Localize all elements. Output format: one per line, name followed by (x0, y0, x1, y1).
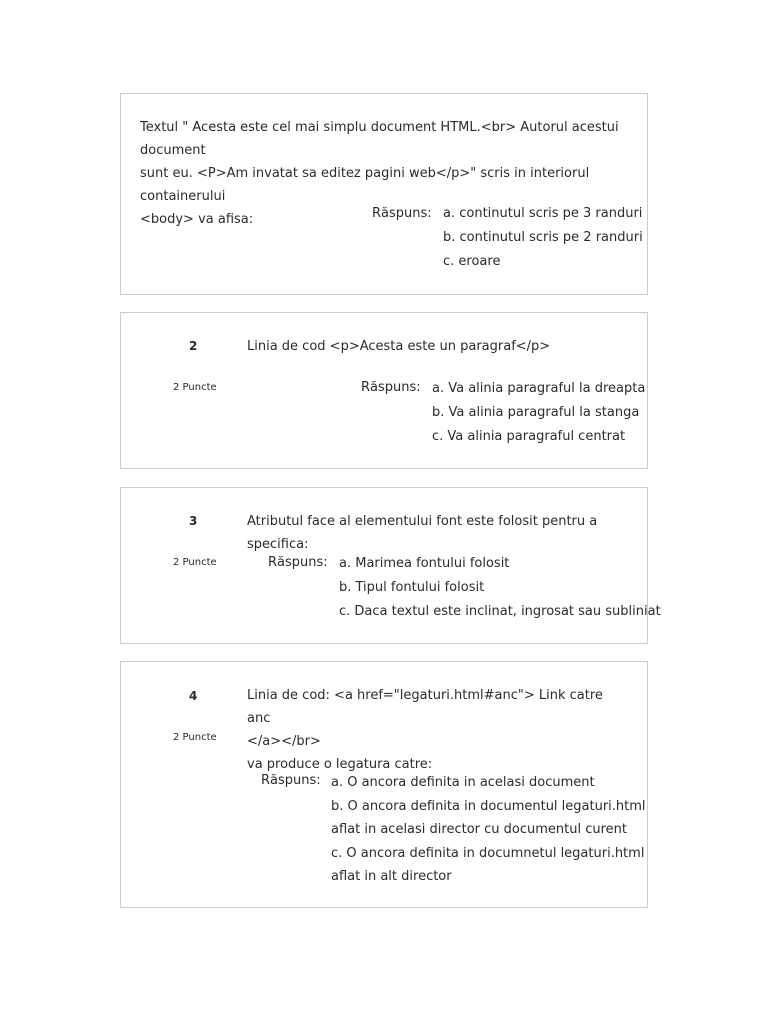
question-number: 4 (189, 689, 198, 703)
answer-option-b[interactable]: b. continutul scris pe 2 randuri (443, 230, 643, 245)
question-card-3 (120, 487, 661, 644)
question-text-line: sunt eu. <P>Am invatat sa editez pagini web</p>" scris in interiorul containerului (140, 166, 590, 204)
question-text-line: Atributul face al elementului font este folosit pentru a specifica: (247, 514, 598, 552)
question-card-2 (120, 312, 648, 469)
question-text-line: </a></br> (247, 734, 321, 749)
answer-option-c[interactable]: c. eroare (443, 254, 501, 269)
answer-options (331, 771, 646, 889)
question-text-line: <body> va afisa: (140, 212, 254, 227)
answer-option-b[interactable]: b. Tipul fontului folosit (339, 580, 485, 595)
answer-options (443, 202, 643, 274)
question-points: 2 Puncte (173, 557, 217, 568)
answer-label: Răspuns: (268, 555, 328, 570)
question-number: 3 (189, 514, 198, 528)
answer-label: Răspuns: (372, 206, 432, 221)
answer-option-c[interactable]: c. Va alinia paragraful centrat (432, 429, 626, 444)
answer-option-a[interactable]: a. O ancora definita in acelasi document (331, 775, 595, 790)
answer-option-c[interactable]: c. Daca textul este inclinat, ingrosat sau subliniat (339, 604, 661, 619)
question-text-line: Linia de cod <p>Acesta este un paragraf</p> (247, 339, 551, 354)
answer-options (432, 377, 645, 449)
answer-option-c-continued[interactable]: aflat in alt director (331, 869, 452, 884)
answer-option-a[interactable]: a. Va alinia paragraful la dreapta (432, 381, 646, 396)
question-text (247, 684, 627, 776)
question-card-1 (120, 93, 648, 295)
question-number: 2 (189, 339, 198, 353)
answer-option-a[interactable]: a. continutul scris pe 3 randuri (443, 206, 643, 221)
question-text-line: Textul " Acesta este cel mai simplu document HTML.<br> Autorul acestui document (140, 120, 619, 158)
question-text-line: Linia de cod: <a href="legaturi.html#anc"> Link catre anc (247, 688, 603, 726)
answer-options (339, 552, 661, 624)
answer-option-b-continued[interactable]: aflat in acelasi director cu documentul curent (331, 822, 628, 837)
question-text (247, 510, 642, 556)
question-text-line: va produce o legatura catre: (247, 757, 433, 772)
question-points: 2 Puncte (173, 732, 217, 743)
answer-option-c[interactable]: c. O ancora definita in documnetul legaturi.html (331, 845, 645, 861)
answer-option-b[interactable]: b. O ancora definita in documentul legaturi.html (331, 798, 646, 814)
answer-option-a[interactable]: a. Marimea fontului folosit (339, 556, 510, 571)
answer-label: Răspuns: (361, 380, 421, 395)
question-points: 2 Puncte (173, 382, 217, 393)
answer-label: Răspuns: (261, 773, 321, 788)
question-text (247, 335, 637, 358)
question-card-4 (120, 661, 648, 908)
answer-option-b[interactable]: b. Va alinia paragraful la stanga (432, 405, 640, 420)
